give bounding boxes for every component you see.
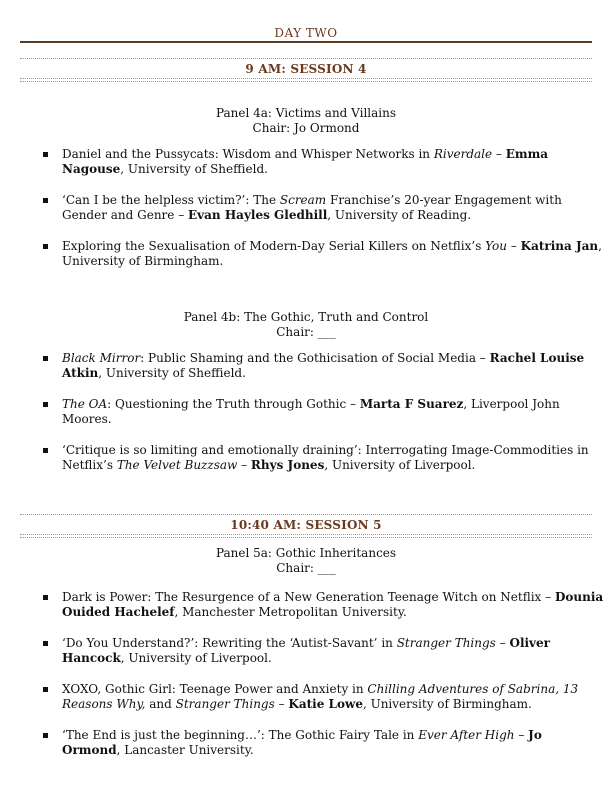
bullet-icon xyxy=(43,356,48,361)
panel-chair: Chair: ___ xyxy=(276,561,336,575)
list-item: Daniel and the Pussycats: Wisdom and Whisper Networks in Riverdale – Emma Nagouse, University of Sheffield. xyxy=(0,147,612,177)
list-item: XOXO, Gothic Girl: Teenage Power and Anxiety in Chilling Adventures of Sabrina, 13 Reasons Why, and Stranger Things – Katie Lowe, University of Birmingham. xyxy=(0,682,612,712)
list-item: Black Mirror: Public Shaming and the Gothicisation of Social Media – Rachel Louise Atkin, University of Sheffield. xyxy=(0,351,612,381)
bullet-icon xyxy=(43,244,48,249)
author-name: Rachel Louise Atkin xyxy=(62,351,585,380)
bullet-icon xyxy=(43,733,48,738)
divider xyxy=(20,514,592,515)
panel-5a-papers xyxy=(0,590,612,774)
author-name: Jo Ormond xyxy=(62,728,542,757)
panel-4a-header xyxy=(20,106,592,136)
author-name: Emma Nagouse xyxy=(62,147,549,176)
list-item: The OA: Questioning the Truth through Gothic – Marta F Suarez, Liverpool John Moores. xyxy=(0,397,612,427)
list-item: Exploring the Sexualisation of Modern-Day Serial Killers on Netflix’s You – Katrina Jan, University of Birmingham. xyxy=(0,239,612,269)
list-item: ‘Can I be the helpless victim?’: The Scream Franchise’s 20-year Engagement with Gender and Genre – Evan Hayles Gledhill, University of Reading. xyxy=(0,193,612,223)
bullet-icon xyxy=(43,641,48,646)
bullet-icon xyxy=(43,198,48,203)
author-name: Marta F Suarez xyxy=(359,397,464,411)
bullet-icon xyxy=(43,448,48,453)
session-5-title: 10:40 AM: SESSION 5 xyxy=(230,518,382,532)
divider xyxy=(20,41,592,43)
panel-4b-papers xyxy=(0,351,612,489)
panel-chair: Chair: ___ xyxy=(276,325,336,339)
list-item: ‘Critique is so limiting and emotionally draining’: Interrogating Image-Commodities in Netflix’s The Velvet Buzzsaw – Rhys Jones, University of Liverpool. xyxy=(0,443,612,473)
author-name: Katrina Jan xyxy=(520,239,599,253)
list-item: Dark is Power: The Resurgence of a New Generation Teenage Witch on Netflix – Dounia Ouided Hachelef, Manchester Metropolitan University. xyxy=(0,590,612,620)
divider xyxy=(20,58,592,59)
panel-title: Panel 5a: Gothic Inheritances xyxy=(215,546,397,560)
divider xyxy=(20,534,592,535)
divider xyxy=(20,81,592,82)
divider xyxy=(20,537,592,538)
day-title: DAY TWO xyxy=(274,26,338,40)
panel-title: Panel 4a: Victims and Villains xyxy=(215,106,397,120)
divider xyxy=(20,78,592,79)
session-4-title: 9 AM: SESSION 4 xyxy=(245,62,367,76)
panel-chair: Chair: Jo Ormond xyxy=(252,121,360,135)
panel-title: Panel 4b: The Gothic, Truth and Control xyxy=(183,310,429,324)
panel-4b-header xyxy=(20,310,592,340)
list-item: ‘The End is just the beginning…’: The Gothic Fairy Tale in Ever After High – Jo Ormond, Lancaster University. xyxy=(0,728,612,758)
panel-4a-papers xyxy=(0,147,612,285)
panel-5a-header xyxy=(20,546,592,576)
author-name: Katie Lowe xyxy=(288,697,363,711)
bullet-icon xyxy=(43,152,48,157)
bullet-icon xyxy=(43,687,48,692)
author-name: Dounia Ouided Hachelef xyxy=(62,590,604,619)
author-name: Rhys Jones xyxy=(250,458,325,472)
list-item: ‘Do You Understand?’: Rewriting the ‘Autist-Savant’ in Stranger Things – Oliver Hancock, University of Liverpool. xyxy=(0,636,612,666)
bullet-icon xyxy=(43,402,48,407)
bullet-icon xyxy=(43,595,48,600)
author-name: Evan Hayles Gledhill xyxy=(188,208,328,222)
author-name: Oliver Hancock xyxy=(62,636,550,665)
